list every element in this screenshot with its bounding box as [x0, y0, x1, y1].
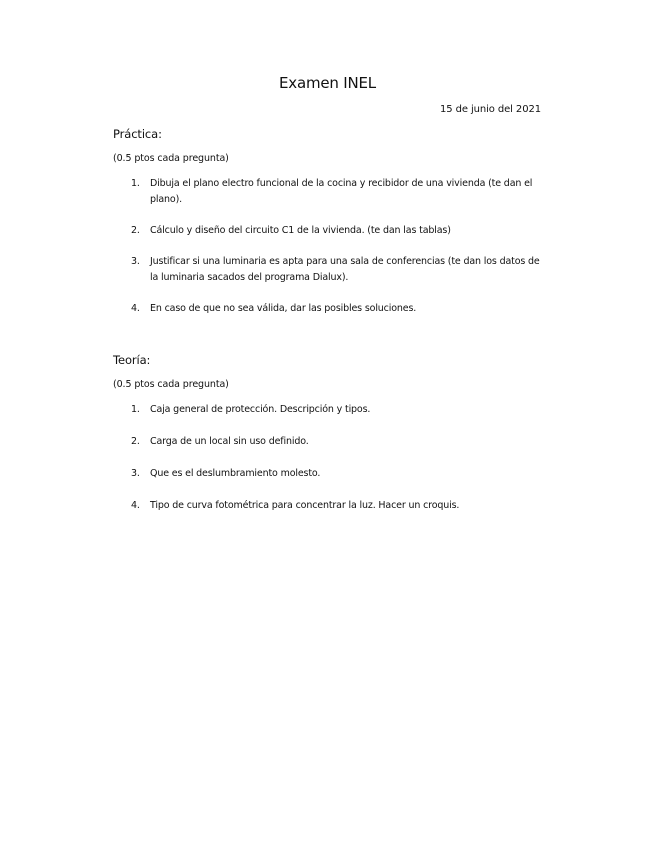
question-text: Carga de un local sin uso definido. [150, 436, 309, 447]
practica-note: (0.5 ptos cada pregunta) [113, 153, 229, 164]
question-text: Caja general de protección. Descripción y tipos. [150, 404, 371, 415]
practica-question-list [113, 176, 543, 317]
question-number: 3. [131, 256, 140, 267]
question-text: Que es el deslumbramiento molesto. [150, 468, 321, 479]
teoria-heading: Teoría: [113, 353, 151, 367]
teoria-question-4 [113, 498, 543, 514]
question-number: 4. [131, 500, 140, 511]
practica-question-1 [113, 176, 543, 208]
question-number: 4. [131, 303, 140, 314]
question-text: Tipo de curva fotométrica para concentrar la luz. Hacer un croquis. [150, 500, 460, 511]
question-number: 1. [131, 178, 140, 189]
teoria-question-2 [113, 434, 543, 450]
question-text: Cálculo y diseño del circuito C1 de la vivienda. (te dan las tablas) [150, 225, 451, 236]
question-text: Justificar si una luminaria es apta para una sala de conferencias (te dan los datos de la luminaria sacados del programa Dialux). [150, 256, 540, 283]
question-number: 3. [131, 468, 140, 479]
practica-question-4 [113, 301, 543, 317]
teoria-question-1 [113, 402, 543, 418]
practica-question-2 [113, 223, 543, 239]
question-number: 2. [131, 225, 140, 236]
question-number: 1. [131, 404, 140, 415]
practica-heading: Práctica: [113, 127, 162, 141]
document-title: Examen INEL [279, 74, 376, 92]
practica-question-3 [113, 254, 543, 286]
teoria-question-list [113, 402, 543, 514]
question-number: 2. [131, 436, 140, 447]
document-date: 15 de junio del 2021 [439, 104, 541, 115]
teoria-question-3 [113, 466, 543, 482]
teoria-note: (0.5 ptos cada pregunta) [113, 379, 229, 390]
question-text: Dibuja el plano electro funcional de la cocina y recibidor de una vivienda (te dan el plano). [150, 178, 533, 205]
question-text: En caso de que no sea válida, dar las posibles soluciones. [150, 303, 417, 314]
